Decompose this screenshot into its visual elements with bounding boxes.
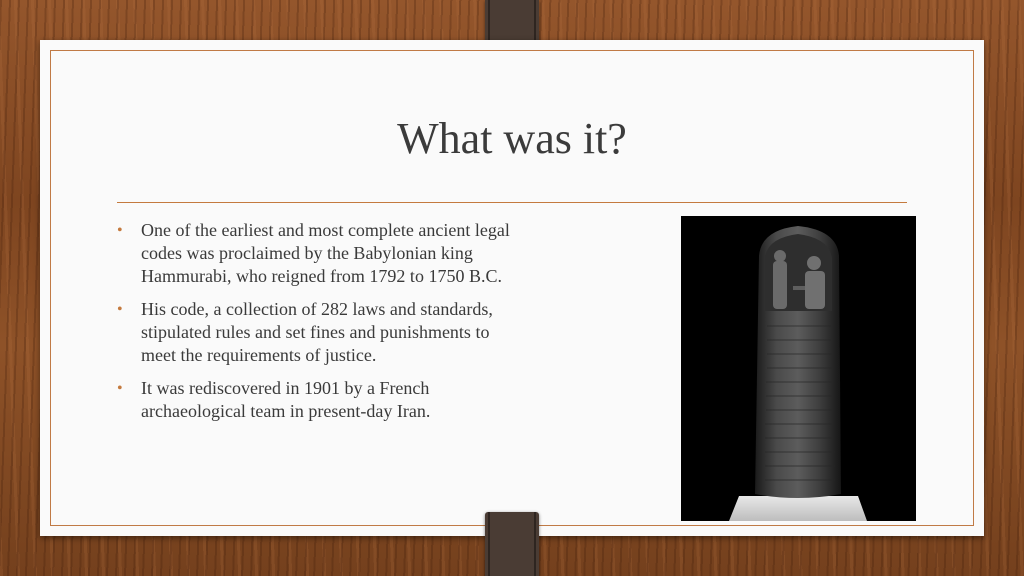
bullet-list [117,219,517,433]
bullet-item [117,377,517,423]
bullet-text: It was rediscovered in 1901 by a French archaeological team in present-day Iran. [141,378,431,421]
bullet-text: His code, a collection of 282 laws and standards, stipulated rules and set fines and punishments to meet the requirements of justice. [141,299,493,365]
stele-photo [681,216,916,521]
bullet-dot-icon: • [117,380,123,397]
slide-title: What was it? [397,114,627,163]
bottom-binder-clip [485,512,539,576]
bullet-text: One of the earliest and most complete ancient legal codes was proclaimed by the Babylonian king Hammurabi, who reigned from 1792 to 1750 B.C. [141,220,510,286]
bullet-item [117,298,517,367]
stele-icon [681,216,916,521]
title-divider [117,202,907,203]
bullet-item [117,219,517,288]
bullet-dot-icon: • [117,222,123,239]
bullet-dot-icon: • [117,301,123,318]
